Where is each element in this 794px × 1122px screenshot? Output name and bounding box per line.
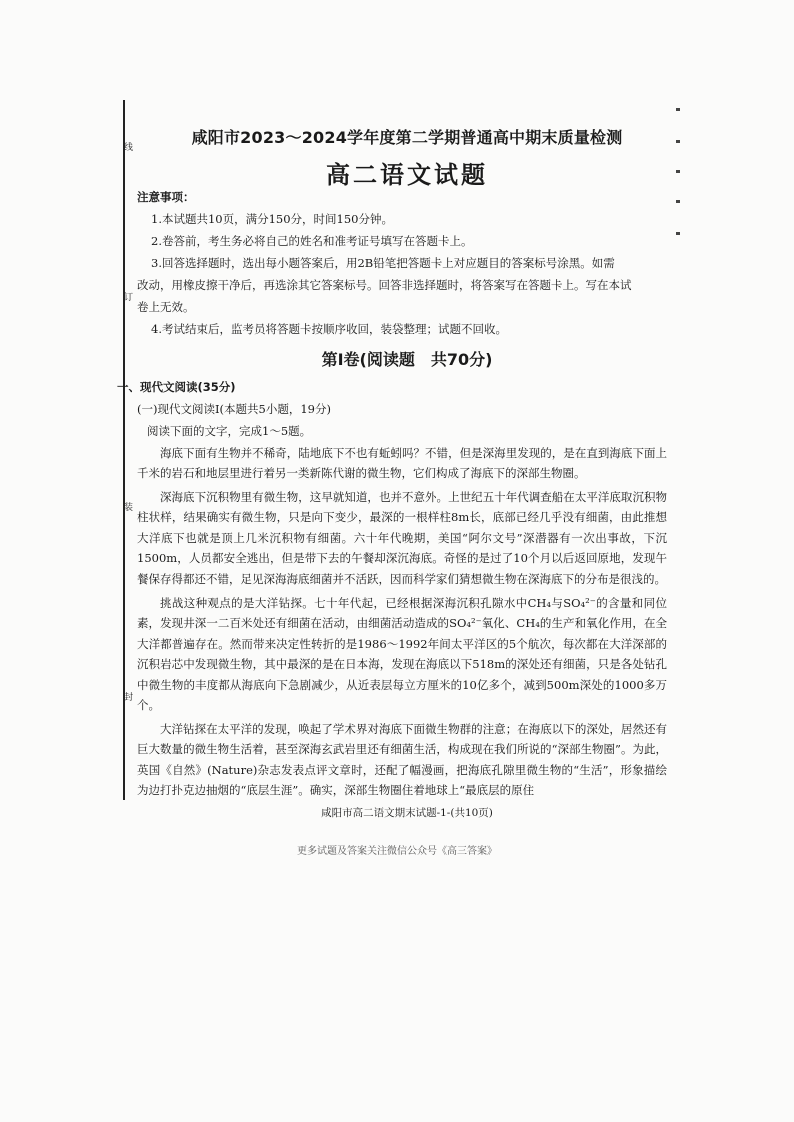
passage-paragraph: 海底下面有生物并不稀奇，陆地底下不也有蚯蚓吗？不错，但是深海里发现的，是在直到海底下面上千米的岩石和地层里进行着另一类新陈代谢的微生物，它们构成了海底下的深部生物圈。 — [137, 446, 667, 481]
edge-mark — [676, 108, 680, 111]
note-item: 1.本试题共10页，满分150分，时间150分钟。 — [151, 212, 394, 226]
passage-paragraph: 大洋钻探在太平洋的发现，唤起了学术界对海底下面微生物群的注意；在海底以下的深处，居然还有巨大数量的微生物生活着，甚至深海玄武岩里还有细菌生活，构成现在我们所说的“深部生物圈”。为此，英国《自然》(Nature)杂志发表点评文章时，还配了幅漫画，把海底孔隙里微生物的“生活”，形象描绘为边打扑克边抽烟的“底层生涯”。确实，深部生物圈住着地球上“最底层的原住 — [137, 722, 667, 798]
note-item: 4.考试结束后，监考员将答题卡按顺序收回，装袋整理；试题不回收。 — [151, 322, 507, 336]
edge-mark — [676, 232, 680, 235]
notes-heading: 注意事项： — [137, 190, 195, 204]
binding-mark: 装 — [124, 503, 134, 513]
note-item: 2.卷答前，考生务必将自己的姓名和准考证号填写在答题卡上。 — [151, 234, 473, 248]
promo-text: 更多试题及答案关注微信公众号《高三答案》 — [297, 846, 497, 857]
edge-mark — [676, 200, 680, 203]
subpart-heading: (一)现代文阅读Ⅰ(本题共5小题，19分) — [137, 402, 331, 416]
binding-mark: 线 — [124, 143, 134, 153]
binding-mark: 封 — [124, 693, 134, 703]
part-heading: 一、现代文阅读(35分) — [117, 380, 236, 394]
section-title: 第Ⅰ卷(阅读题 共70分) — [321, 350, 493, 369]
page-footer: 咸阳市高二语文期末试题-1-(共10页) — [321, 807, 493, 819]
passage-paragraph: 挑战这种观点的是大洋钻探。七十年代起，已经根据深海沉积孔隙水中CH₄与SO₄²⁻的含量和同位素，发现井深一二百米处还有细菌在活动，由细菌活动造成的SO₄²⁻氧化、CH₄的生产和氧化作用，在全大洋都普遍存在。然而带来决定性转折的是1986～1992年间太平洋区的5个航次，每次都在大洋深部的沉积岩芯中发现微生物，其中最深的是在日本海，发现在海底以下518m的深处还有细菌，只是各处钻孔中微生物的丰度都从海底向下急剧减少，从近表层每立方厘米的10亿多个，减到500m深处的1000多万个。 — [137, 596, 667, 713]
note-item: 3.回答选择题时，选出每小题答案后，用2B铅笔把答题卡上对应题目的答案标号涂黑。如需 — [151, 256, 615, 270]
note-item: 卷上无效。 — [137, 300, 195, 314]
passage-paragraph: 深海底下沉积物里有微生物，这早就知道，也并不意外。上世纪五十年代调查船在太平洋底取沉积物柱状样，结果确实有微生物，只是向下变少，最深的一根样柱8m长，底部已经几乎没有细菌，由此推想大洋底下也就是顶上几米沉积物有细菌。六十年代晚期，美国“阿尔文号”深潜器有一次出事故，下沉1500m，人员都安全逃出，但是带下去的午餐却深沉海底。奇怪的是过了10个月以后返回原地，发现午餐保存得都还不错，足见深海海底细菌并不活跃，因而科学家们猜想微生物在深海底下的分布是很浅的。 — [137, 490, 667, 586]
exam-title: 咸阳市2023～2024学年度第二学期普通高中期末质量检测 — [191, 128, 623, 147]
binding-mark: 订 — [124, 293, 134, 303]
note-item: 改动，用橡皮擦干净后，再选涂其它答案标号。回答非选择题时，将答案写在答题卡上。写在本试 — [137, 278, 632, 292]
exam-subtitle: 高二语文试题 — [326, 161, 488, 189]
reading-instruction: 阅读下面的文字，完成1～5题。 — [147, 424, 312, 438]
